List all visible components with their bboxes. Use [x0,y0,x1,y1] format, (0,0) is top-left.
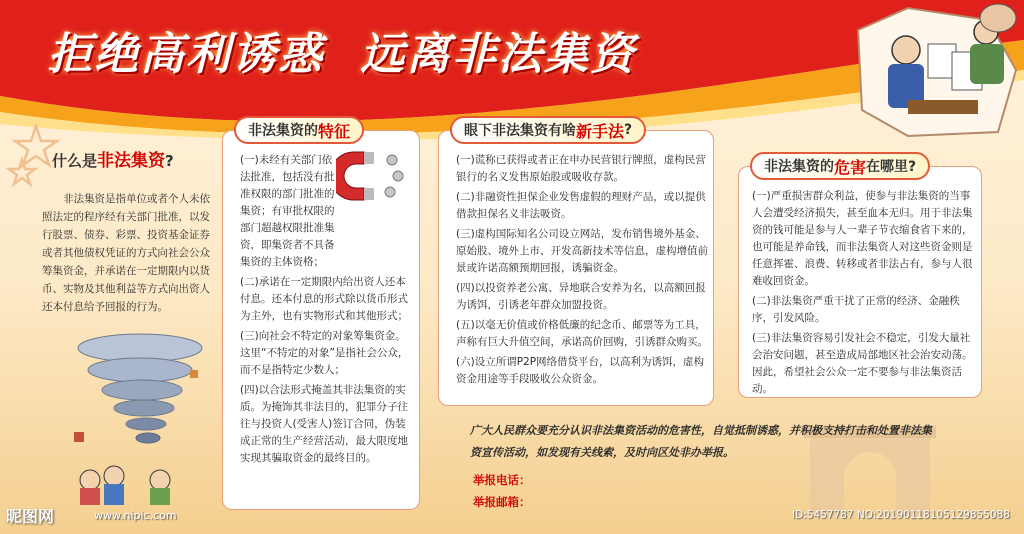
main-title-part2: 远离非法集资 [360,29,636,80]
new-tricks-item-6: (六)设立所谓P2P网络借贷平台，以高利为诱饵，虚构资金用途等手段吸收公众资金。 [456,356,705,385]
new-tricks-title [450,116,646,144]
what-is-title-prefix: 什么是 [52,152,98,170]
main-title-part1: 拒绝高利诱惑 [48,29,324,80]
cartoon-officials-illustration [848,0,1024,140]
new-tricks-item-3: (三)虚构国际知名公司设立网站，发布销售境外基金、原始股、境外上市、开发高新技术等信息，虚构增值前景或许诺高额预期回报，诱骗资金。 [456,228,708,274]
features-title-prefix: 非法集资的 [248,123,318,139]
new-tricks-item-1: (一)谎称已获得或者正在申办民营银行牌照，虚构民营银行的名义发售原始股或吸收存款。 [456,154,706,183]
features-item-1 [240,152,414,271]
features-title-highlight: 特征 [318,121,351,141]
footer-id: ID:5457787 NO:20190118105129855088 [792,509,1010,521]
new-tricks-list [456,152,708,391]
harm-title-suffix: 在哪里? [866,159,917,175]
new-tricks-item-4: (四)以投资养老公寓、异地联合安养为名，以高额回报为诱饵，引诱老年群众加盟投资。 [456,282,706,311]
harm-item-1: (一)严重损害群众利益，使参与非法集资的当事人会遭受经济损失，甚至血本无归。用于非法集资的钱可能是参与人一辈子节衣缩食省下来的，也可能是养命钱，而非法集资人对这些资金则是任意挥霍、浪费、转移或者非法占有，参与人很难收回资金。 [752,190,973,287]
features-item-1-text: (一)未经有关部门依法批准，包括没有批准权限的部门批准的集资；有审批权限的部门超越权限批准集资，即集资者不具备集资的主体资格； [240,154,335,268]
harm-title [750,152,930,180]
new-tricks-title-prefix: 眼下非法集资有啥 [464,123,576,139]
harm-item-2: (二)非法集资严重干扰了正常的经济、金融秩序，引发风险。 [752,295,960,324]
harm-title-highlight: 危害 [834,157,867,177]
features-list [240,152,414,470]
footer-logo: 昵图网 [6,507,55,526]
closing-statement: 广大人民群众要充分认识非法集资活动的危害性，自觉抵制诱惑，并积极支持打击和处置非法集资宣传活动，如发现有关线索，及时向区处非办举报。 [470,424,932,459]
what-is-body [42,190,218,316]
new-tricks-title-suffix: ? [624,122,633,138]
report-phone-label: 举报电话： [473,473,531,487]
main-title [48,18,636,82]
harm-item-3: (三)非法集资容易引发社会不稳定，引发大量社会治安问题，甚至造成局部地区社会治安动荡。因此，希望社会公众一定不要参与非法集资活动。 [752,332,973,395]
footer-url: www.nipic.com [94,509,177,522]
what-is-text: 非法集资是指单位或者个人未依照法定的程序经有关部门批准，以发行股票、债券、彩票、投资基金证券或者其他债权凭证的方式向社会公众筹集资金，并承诺在一定期限内以货币、实物及其他利益等方式向出资人还本付息给予回报的行为。 [42,193,210,313]
what-is-title-highlight: 非法集资 [97,151,166,171]
features-item-4: (四)以合法形式掩盖其非法集资的实质。为掩饰其非法目的，犯罪分子往往与投资人(受害人)签订合同，伪装成正常的生产经营活动，最大限度地实现其骗取资金的最终目的。 [240,384,408,464]
what-is-title [52,146,174,171]
features-item-2: (二)承诺在一定期限内给出资人还本付息。还本付息的形式除以货币形式为主外，也有实物形式和其他形式； [240,276,408,322]
features-item-3: (三)向社会不特定的对象筹集资金。这里“不特定的对象”是指社会公众，而不是指特定少数人； [240,330,409,376]
new-tricks-title-highlight: 新手法 [576,121,625,141]
new-tricks-item-2: (二)非融资性担保企业发售虚假的理财产品，或以提供借款担保名义非法吸资。 [456,191,706,220]
harm-list [752,188,976,401]
tornado-illustration [60,330,220,505]
features-title [234,116,364,144]
new-tricks-item-5: (五)以毫无价值或价格低廉的纪念币、邮票等为工具，声称有巨大升值空间，承诺高价回购，引诱群众购买。 [456,319,708,348]
what-is-title-suffix: ? [165,152,174,170]
harm-title-prefix: 非法集资的 [764,159,834,175]
report-email-label: 举报邮箱： [473,495,531,509]
